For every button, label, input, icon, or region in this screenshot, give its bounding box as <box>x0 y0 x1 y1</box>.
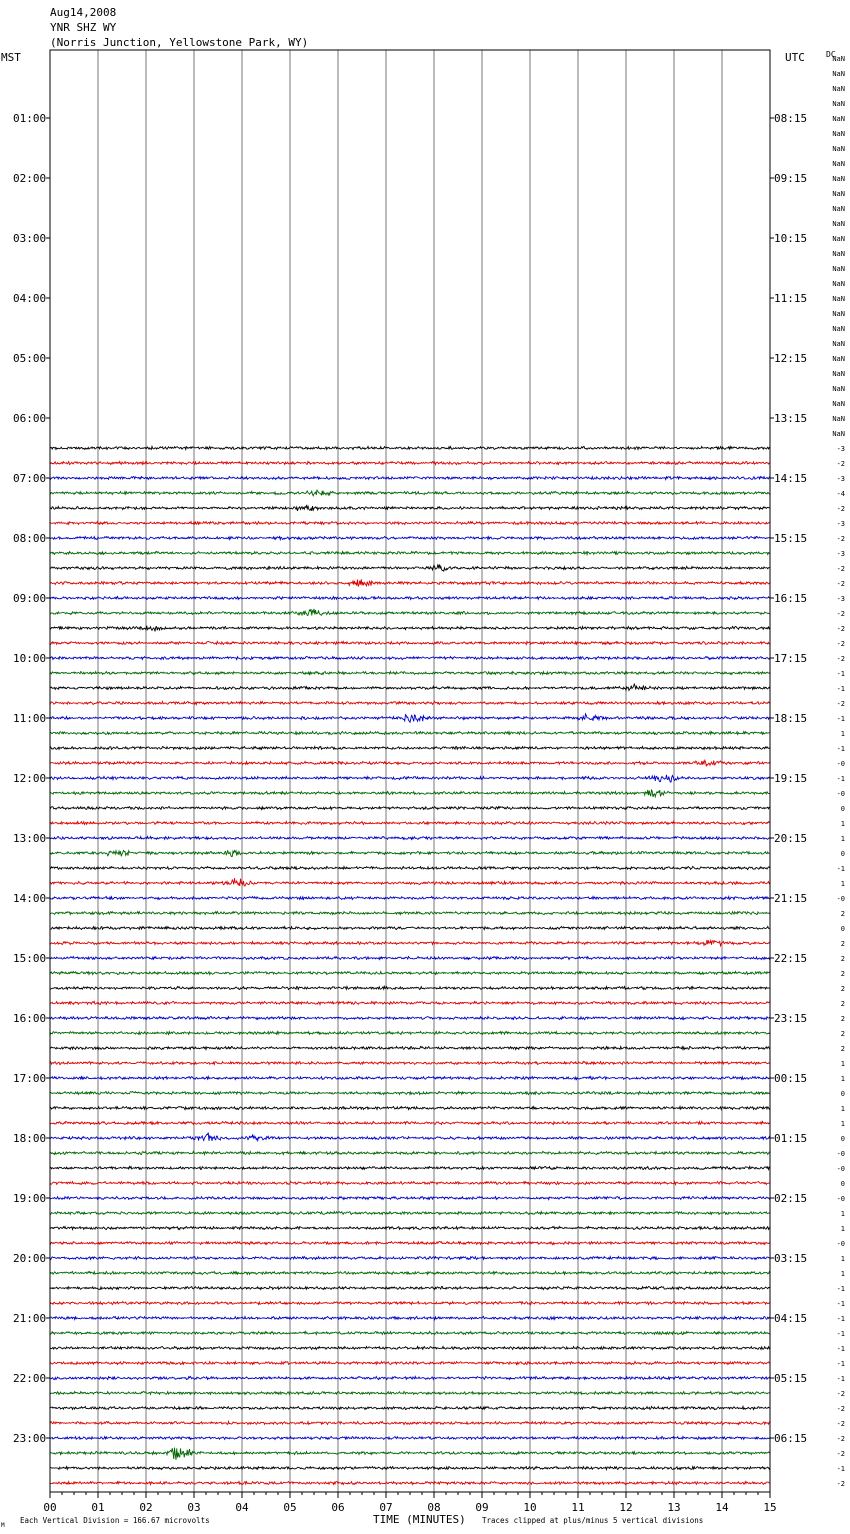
trace-row-84 <box>50 1316 770 1319</box>
trace-row-88 <box>50 1376 770 1379</box>
dc-offset-row-47: -0 <box>836 760 845 768</box>
dc-offset-row-79: -0 <box>836 1240 845 1248</box>
x-tick-label-03: 03 <box>187 1501 201 1514</box>
dc-offset-row-27: -2 <box>836 460 845 468</box>
dc-offset-row-26: -3 <box>836 445 845 453</box>
x-tick-label-00: 00 <box>43 1501 57 1514</box>
dc-offset-row-19: NaN <box>832 340 845 348</box>
trace-row-56 <box>50 896 770 899</box>
trace-row-68 <box>50 1076 770 1079</box>
dc-offset-row-89: -2 <box>836 1390 845 1398</box>
minute-gridlines <box>98 50 722 1492</box>
utc-label-11:15: 11:15 <box>774 292 808 305</box>
right-axis-title: UTC <box>785 51 805 64</box>
dc-offset-row-68: 1 <box>840 1075 845 1083</box>
dc-offset-row-12: NaN <box>832 235 845 243</box>
trace-row-63 <box>50 1001 770 1004</box>
utc-label-04:15: 04:15 <box>774 1312 808 1325</box>
trace-row-49 <box>50 789 770 797</box>
mst-label-13:00: 13:00 <box>13 832 47 845</box>
dc-offset-row-88: -1 <box>836 1375 845 1383</box>
dc-offset-row-46: -1 <box>836 745 845 753</box>
trace-row-50 <box>50 807 770 810</box>
dc-offset-row-23: NaN <box>832 400 845 408</box>
clip-note: Traces clipped at plus/minus 5 vertical divisions <box>482 1516 704 1525</box>
utc-label-23:15: 23:15 <box>774 1012 808 1025</box>
dc-offset-row-31: -3 <box>836 520 845 528</box>
dc-offset-row-28: -3 <box>836 475 845 483</box>
utc-label-05:15: 05:15 <box>774 1372 808 1385</box>
trace-row-87 <box>50 1361 770 1364</box>
trace-row-54 <box>50 866 770 869</box>
utc-label-10:15: 10:15 <box>774 232 808 245</box>
dc-offset-row-91: -2 <box>836 1420 845 1428</box>
trace-row-82 <box>50 1286 770 1289</box>
trace-row-31 <box>50 521 770 524</box>
dc-offset-row-67: 1 <box>840 1060 845 1068</box>
dc-offset-row-29: -4 <box>836 490 845 498</box>
trace-row-66 <box>50 1046 770 1049</box>
dc-offset-row-13: NaN <box>832 250 845 258</box>
mst-label-05:00: 05:00 <box>13 352 47 365</box>
trace-row-52 <box>50 836 770 839</box>
header-date: Aug14,2008 <box>50 6 117 19</box>
right-hour-labels <box>770 112 807 1445</box>
dc-offset-row-51: 1 <box>840 820 845 828</box>
trace-row-29 <box>50 490 770 496</box>
trace-row-86 <box>50 1346 770 1349</box>
utc-label-02:15: 02:15 <box>774 1192 808 1205</box>
dc-offset-row-7: NaN <box>832 160 845 168</box>
dc-offset-row-33: -3 <box>836 550 845 558</box>
trace-row-81 <box>50 1271 770 1274</box>
corner-mark: M <box>1 1522 5 1529</box>
utc-label-03:15: 03:15 <box>774 1252 808 1265</box>
trace-row-58 <box>50 926 770 929</box>
utc-label-16:15: 16:15 <box>774 592 808 605</box>
trace-row-47 <box>50 760 770 766</box>
trace-row-60 <box>50 956 770 959</box>
utc-label-17:15: 17:15 <box>774 652 808 665</box>
dc-offset-row-58: 0 <box>840 925 845 933</box>
mst-label-14:00: 14:00 <box>13 892 47 905</box>
dc-offset-row-18: NaN <box>832 325 845 333</box>
dc-offset-row-55: 1 <box>840 880 845 888</box>
utc-label-22:15: 22:15 <box>774 952 808 965</box>
dc-offset-row-71: 1 <box>840 1120 845 1128</box>
dc-offset-row-65: 2 <box>840 1030 845 1038</box>
trace-row-45 <box>50 731 770 734</box>
trace-row-59 <box>50 940 770 946</box>
dc-offset-row-11: NaN <box>832 220 845 228</box>
trace-row-85 <box>50 1331 770 1334</box>
dc-offset-row-36: -3 <box>836 595 845 603</box>
trace-row-89 <box>50 1391 770 1394</box>
dc-offset-row-9: NaN <box>832 190 845 198</box>
dc-offset-row-57: 2 <box>840 910 845 918</box>
mst-label-15:00: 15:00 <box>13 952 47 965</box>
trace-rows <box>50 446 770 1484</box>
dc-offset-row-10: NaN <box>832 205 845 213</box>
trace-row-83 <box>50 1302 770 1305</box>
utc-label-14:15: 14:15 <box>774 472 808 485</box>
dc-offset-row-53: 0 <box>840 850 845 858</box>
trace-row-33 <box>50 551 770 554</box>
dc-offset-row-15: NaN <box>832 280 845 288</box>
x-axis-label: TIME (MINUTES) <box>373 1513 466 1526</box>
trace-row-28 <box>50 476 770 479</box>
x-tick-label-09: 09 <box>475 1501 489 1514</box>
utc-label-08:15: 08:15 <box>774 112 808 125</box>
trace-row-64 <box>50 1016 770 1019</box>
dc-offset-row-81: 1 <box>840 1270 845 1278</box>
trace-row-30 <box>50 506 770 511</box>
trace-row-74 <box>50 1166 770 1169</box>
trace-row-62 <box>50 986 770 989</box>
mst-label-07:00: 07:00 <box>13 472 47 485</box>
trace-row-48 <box>50 775 770 782</box>
trace-row-70 <box>50 1106 770 1109</box>
dc-offset-row-76: -0 <box>836 1195 845 1203</box>
dc-offset-row-43: -2 <box>836 700 845 708</box>
trace-row-27 <box>50 461 770 464</box>
trace-row-72 <box>50 1133 770 1141</box>
x-tick-label-04: 04 <box>235 1501 249 1514</box>
utc-label-09:15: 09:15 <box>774 172 808 185</box>
dc-offset-row-48: -1 <box>836 775 845 783</box>
dc-label: DC <box>826 50 836 59</box>
mst-label-17:00: 17:00 <box>13 1072 47 1085</box>
trace-row-79 <box>50 1242 770 1245</box>
dc-offset-row-63: 2 <box>840 1000 845 1008</box>
trace-row-35 <box>50 579 770 586</box>
dc-offset-row-40: -2 <box>836 655 845 663</box>
dc-offset-row-24: NaN <box>832 415 845 423</box>
mst-label-02:00: 02:00 <box>13 172 47 185</box>
dc-offset-row-90: -2 <box>836 1405 845 1413</box>
x-tick-label-08: 08 <box>427 1501 441 1514</box>
dc-offset-row-14: NaN <box>832 265 845 273</box>
trace-row-65 <box>50 1031 770 1034</box>
trace-row-43 <box>50 701 770 704</box>
mst-label-19:00: 19:00 <box>13 1192 47 1205</box>
trace-row-69 <box>50 1091 770 1094</box>
dc-offset-row-66: 2 <box>840 1045 845 1053</box>
trace-row-92 <box>50 1436 770 1439</box>
header-location: (Norris Junction, Yellowstone Park, WY) <box>50 36 309 49</box>
x-tick-label-07: 07 <box>379 1501 393 1514</box>
x-tick-label-11: 11 <box>571 1501 585 1514</box>
trace-row-91 <box>50 1421 770 1424</box>
mst-label-03:00: 03:00 <box>13 232 47 245</box>
x-tick-label-06: 06 <box>331 1501 345 1514</box>
dc-offset-row-78: 1 <box>840 1225 845 1233</box>
trace-row-75 <box>50 1181 770 1184</box>
mst-label-20:00: 20:00 <box>13 1252 47 1265</box>
dc-offset-row-0: NaN <box>832 55 845 63</box>
dc-offset-row-92: -2 <box>836 1435 845 1443</box>
trace-row-57 <box>50 911 770 914</box>
dc-offset-row-42: -1 <box>836 685 845 693</box>
trace-row-32 <box>50 536 770 539</box>
scale-note: Each Vertical Division = 166.67 microvolts <box>20 1516 210 1525</box>
x-axis <box>43 1492 776 1514</box>
dc-offset-row-44: -1 <box>836 715 845 723</box>
dc-offset-row-34: -2 <box>836 565 845 573</box>
trace-row-41 <box>50 672 770 675</box>
utc-label-18:15: 18:15 <box>774 712 808 725</box>
dc-offset-row-93: -2 <box>836 1450 845 1458</box>
mst-label-08:00: 08:00 <box>13 532 47 545</box>
x-tick-label-13: 13 <box>667 1501 681 1514</box>
mst-label-12:00: 12:00 <box>13 772 47 785</box>
mst-label-21:00: 21:00 <box>13 1312 47 1325</box>
utc-label-19:15: 19:15 <box>774 772 808 785</box>
utc-label-12:15: 12:15 <box>774 352 808 365</box>
utc-label-21:15: 21:15 <box>774 892 808 905</box>
header-station: YNR SHZ WY <box>50 21 117 34</box>
x-tick-label-12: 12 <box>619 1501 633 1514</box>
dc-offset-row-60: 2 <box>840 955 845 963</box>
trace-row-42 <box>50 684 770 690</box>
dc-offset-row-80: 1 <box>840 1255 845 1263</box>
trace-row-90 <box>50 1406 770 1409</box>
dc-offset-row-94: -1 <box>836 1465 845 1473</box>
mst-label-06:00: 06:00 <box>13 412 47 425</box>
trace-row-38 <box>50 626 770 632</box>
trace-row-39 <box>50 641 770 644</box>
dc-offset-row-75: 0 <box>840 1180 845 1188</box>
dc-offset-row-3: NaN <box>832 100 845 108</box>
trace-row-26 <box>50 446 770 449</box>
dc-offset-row-25: NaN <box>832 430 845 438</box>
dc-offset-row-85: -1 <box>836 1330 845 1338</box>
x-tick-label-02: 02 <box>139 1501 153 1514</box>
dc-offset-row-69: 0 <box>840 1090 845 1098</box>
dc-offset-row-17: NaN <box>832 310 845 318</box>
mst-label-04:00: 04:00 <box>13 292 47 305</box>
dc-offset-row-16: NaN <box>832 295 845 303</box>
trace-row-76 <box>50 1196 770 1199</box>
trace-row-77 <box>50 1211 770 1214</box>
mst-label-09:00: 09:00 <box>13 592 47 605</box>
dc-offset-column <box>832 55 845 1488</box>
utc-label-06:15: 06:15 <box>774 1432 808 1445</box>
dc-offset-row-8: NaN <box>832 175 845 183</box>
dc-offset-row-70: 1 <box>840 1105 845 1113</box>
dc-offset-row-37: -2 <box>836 610 845 618</box>
dc-offset-row-86: -1 <box>836 1345 845 1353</box>
dc-offset-row-50: 0 <box>840 805 845 813</box>
trace-row-61 <box>50 971 770 974</box>
trace-row-94 <box>50 1467 770 1470</box>
mst-label-23:00: 23:00 <box>13 1432 47 1445</box>
dc-offset-row-22: NaN <box>832 385 845 393</box>
trace-row-34 <box>50 564 770 571</box>
left-hour-labels <box>13 112 50 1445</box>
dc-offset-row-82: -1 <box>836 1285 845 1293</box>
dc-offset-row-1: NaN <box>832 70 845 78</box>
trace-row-95 <box>50 1482 770 1485</box>
utc-label-20:15: 20:15 <box>774 832 808 845</box>
trace-row-78 <box>50 1226 770 1229</box>
utc-label-01:15: 01:15 <box>774 1132 808 1145</box>
dc-offset-row-32: -2 <box>836 535 845 543</box>
dc-offset-row-95: -2 <box>836 1480 845 1488</box>
mst-label-22:00: 22:00 <box>13 1372 47 1385</box>
dc-offset-row-54: -1 <box>836 865 845 873</box>
dc-offset-row-49: -0 <box>836 790 845 798</box>
dc-offset-row-52: 1 <box>840 835 845 843</box>
mst-label-11:00: 11:00 <box>13 712 47 725</box>
trace-row-51 <box>50 821 770 824</box>
trace-row-71 <box>50 1121 770 1124</box>
dc-offset-row-73: -0 <box>836 1150 845 1158</box>
trace-row-55 <box>50 878 770 886</box>
dc-offset-row-59: 2 <box>840 940 845 948</box>
trace-row-40 <box>50 657 770 660</box>
trace-row-73 <box>50 1151 770 1154</box>
left-axis-title: MST <box>1 51 21 64</box>
dc-offset-row-64: 2 <box>840 1015 845 1023</box>
trace-row-36 <box>50 596 770 599</box>
mst-label-01:00: 01:00 <box>13 112 47 125</box>
dc-offset-row-39: -2 <box>836 640 845 648</box>
dc-offset-row-87: -1 <box>836 1360 845 1368</box>
dc-offset-row-83: -1 <box>836 1300 845 1308</box>
x-tick-label-14: 14 <box>715 1501 729 1514</box>
x-tick-label-05: 05 <box>283 1501 297 1514</box>
dc-offset-row-74: -0 <box>836 1165 845 1173</box>
x-tick-label-01: 01 <box>91 1501 105 1514</box>
trace-row-46 <box>50 746 770 749</box>
dc-offset-row-61: 2 <box>840 970 845 978</box>
utc-label-00:15: 00:15 <box>774 1072 808 1085</box>
utc-label-13:15: 13:15 <box>774 412 808 425</box>
utc-label-15:15: 15:15 <box>774 532 808 545</box>
trace-row-53 <box>50 850 770 856</box>
trace-row-93 <box>50 1448 770 1460</box>
dc-offset-row-6: NaN <box>832 145 845 153</box>
dc-offset-row-5: NaN <box>832 130 845 138</box>
dc-offset-row-4: NaN <box>832 115 845 123</box>
dc-offset-row-35: -2 <box>836 580 845 588</box>
dc-offset-row-77: 1 <box>840 1210 845 1218</box>
mst-label-10:00: 10:00 <box>13 652 47 665</box>
dc-offset-row-41: -1 <box>836 670 845 678</box>
trace-row-80 <box>50 1256 770 1259</box>
x-tick-label-10: 10 <box>523 1501 537 1514</box>
trace-row-67 <box>50 1061 770 1064</box>
x-tick-label-15: 15 <box>763 1501 777 1514</box>
plot-frame <box>50 50 770 1492</box>
trace-row-37 <box>50 609 770 616</box>
trace-row-44 <box>50 714 770 722</box>
dc-offset-row-45: 1 <box>840 730 845 738</box>
dc-offset-row-56: -0 <box>836 895 845 903</box>
dc-offset-row-20: NaN <box>832 355 845 363</box>
mst-label-16:00: 16:00 <box>13 1012 47 1025</box>
mst-label-18:00: 18:00 <box>13 1132 47 1145</box>
dc-offset-row-72: 0 <box>840 1135 845 1143</box>
dc-offset-row-30: -2 <box>836 505 845 513</box>
dc-offset-row-62: 2 <box>840 985 845 993</box>
dc-offset-row-38: -2 <box>836 625 845 633</box>
dc-offset-row-2: NaN <box>832 85 845 93</box>
dc-offset-row-21: NaN <box>832 370 845 378</box>
dc-offset-row-84: -1 <box>836 1315 845 1323</box>
